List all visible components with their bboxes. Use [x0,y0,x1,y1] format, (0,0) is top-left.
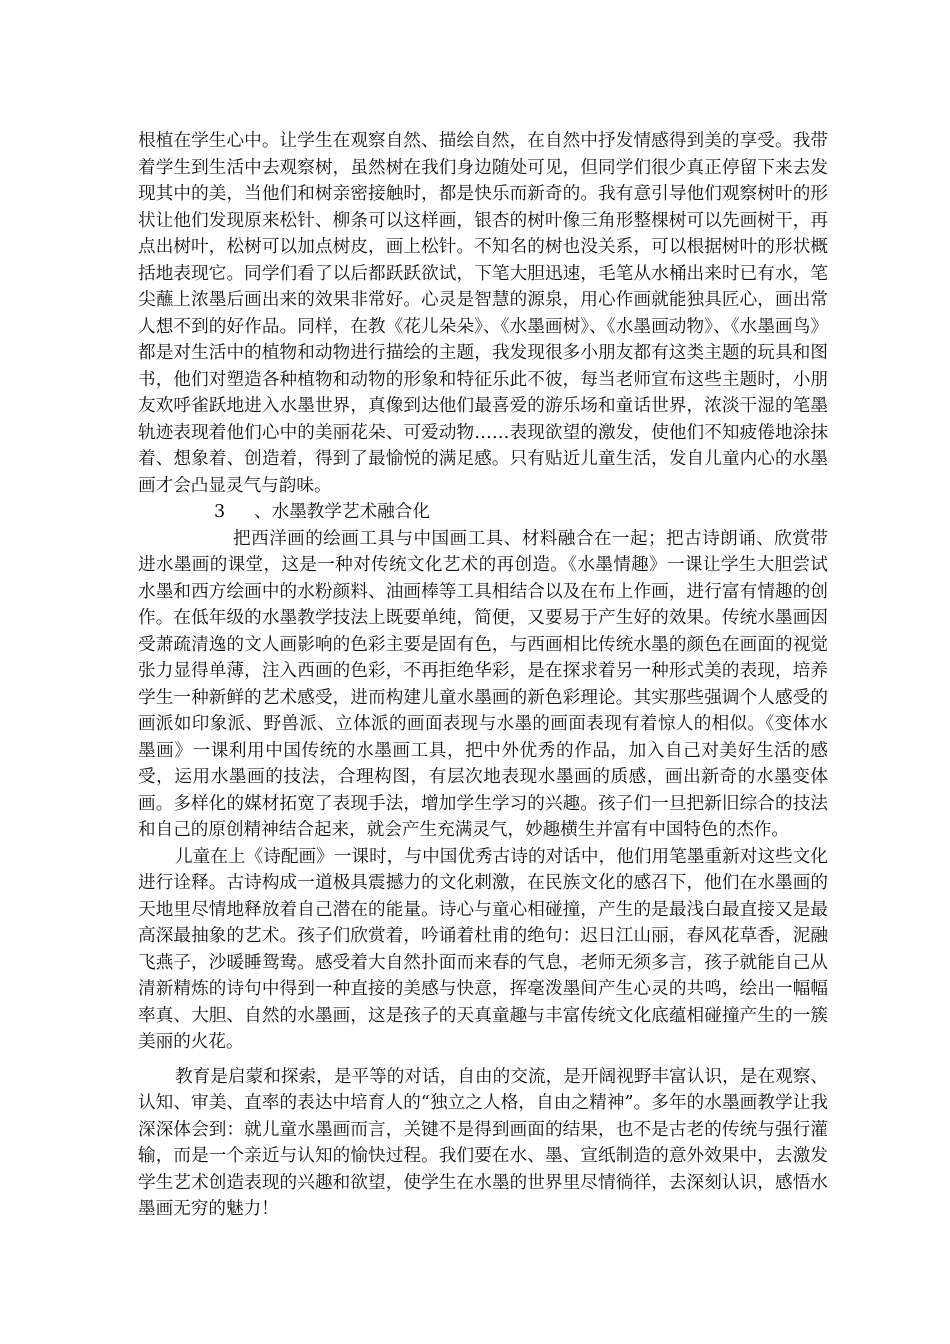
paragraph-art-fusion: 把西洋画的绘画工具与中国画工具、材料融合在一起；把古诗朗诵、欣赏带进水墨画的课堂，这是一种对传统文化艺术的再创造。《水墨情趣》一课让学生大胆尝试水墨和西方绘画中的水粉颜料、油画棒等工具相结合以及在布上作画，进行富有情趣的创作。在低年级的水墨教学技法上既要单纯，简便，又要易于产生好的效果。传统水墨画因受萧疏清逸的文人画影响的色彩主要是固有色，与西画相比传统水墨的颜色在画面的视觉张力显得单薄，注入西画的色彩，不再拒绝华彩，是在探求着另一种形式美的表现，培养学生一种新鲜的艺术感受，进而构建儿童水墨画的新色彩理论。其实那些强调个人感受的画派如印象派、野兽派、立体派的画面表现与水墨的画面表现有着惊人的相似。《变体水墨画》一课利用中国传统的水墨画工具，把中外优秀的作品，加入自己对美好生活的感受，运用水墨画的技法，合理构图，有层次地表现水墨画的质感，画出新奇的水墨变体画。多样化的媒材拓宽了表现手法，增加学生学习的兴趣。孩子们一旦把新旧综合的技法和自己的原创精神结合起来，就会产生充满灵气，妙趣横生并富有中国特色的杰作。 [138,528,828,840]
section-heading [138,499,828,526]
paragraph-poem-painting: 儿童在上《诗配画》一课时，与中国优秀古诗的对话中，他们用笔墨重新对这些文化进行诠释。古诗构成一道极具震撼力的文化刺激，在民族文化的感召下，他们在水墨画的天地里尽情地释放着自己潜在的能量。诗心与童心相碰撞，产生的是最浅白最直接又是最高深最抽象的艺术。孩子们欣赏着，吟诵着杜甫的绝句：迟日江山丽，春风花草香，泥融飞燕子，沙暖睡鸳鸯。感受着大自然扑面而来春的气息，老师无须多言，孩子就能自己从清新精炼的诗句中得到一种直接的美感与快意，挥毫泼墨间产生心灵的共鸣，绘出一幅幅率真、大胆、自然的水墨画，这是孩子的天真童趣与丰富传统文化底蕴相碰撞产生的一簇美丽的火花。 [138,846,828,1052]
paragraph-observe-nature: 根植在学生心中。让学生在观察自然、描绘自然，在自然中抒发情感得到美的享受。我带着学生到生活中去观察树，虽然树在我们身边随处可见，但同学们很少真正停留下来去发现其中的美，当他们和树亲密接触时，都是快乐而新奇的。我有意引导他们观察树叶的形状让他们发现原来松针、柳条可以这样画，银杏的树叶像三角形整棵树可以先画树干，再点出树叶，松树可以加点树皮，画上松针。不知名的树也没关系，可以根据树叶的形状概括地表现它。同学们看了以后都跃跃欲试，下笔大胆迅速，毛笔从水桶出来时已有水，笔尖蘸上浓墨后画出来的效果非常好。心灵是智慧的源泉，用心作画就能独具匠心，画出常人想不到的好作品。同样，在教《花儿朵朵》、《水墨画树》、《水墨画动物》、《水墨画鸟》都是对生活中的植物和动物进行描绘的主题，我发现很多小朋友都有这类主题的玩具和图书，他们对塑造各种植物和动物的形象和特征乐此不彼，每当老师宣布这些主题时，小朋友欢呼雀跃地进入水墨世界，真像到达他们最喜爱的游乐场和童话世界，浓淡干湿的笔墨轨迹表现着他们心中的美丽花朵、可爱动物……表现欲望的激发，使他们不知疲倦地涂抹着、想象着、创造着，得到了最愉悦的满足感。只有贴近儿童生活，发自儿童内心的水墨画才会凸显灵气与韵味。 [138,131,828,496]
paragraph-conclusion: 教育是启蒙和探索，是平等的对话，自由的交流，是开阔视野丰富认识，是在观察、认知、审美、直率的表达中培育人的“独立之人格，自由之精神”。多年的水墨画教学让我深深体会到：就儿童水墨画而言，关键不是得到画面的结果，也不是古老的传统与强行灌输，而是一个亲近与认知的愉快过程。我们要在水、墨、宣纸制造的意外效果中，去激发学生艺术创造表现的兴趣和欲望，使学生在水墨的世界里尽情徜徉，去深刻认识，感悟水墨画无穷的魅力！ [138,1066,828,1219]
section-title: 、水墨教学艺术融合化 [254,502,430,522]
paragraph-spacer [138,1056,828,1064]
document-page [138,128,828,1223]
section-number: 3 [214,502,226,522]
